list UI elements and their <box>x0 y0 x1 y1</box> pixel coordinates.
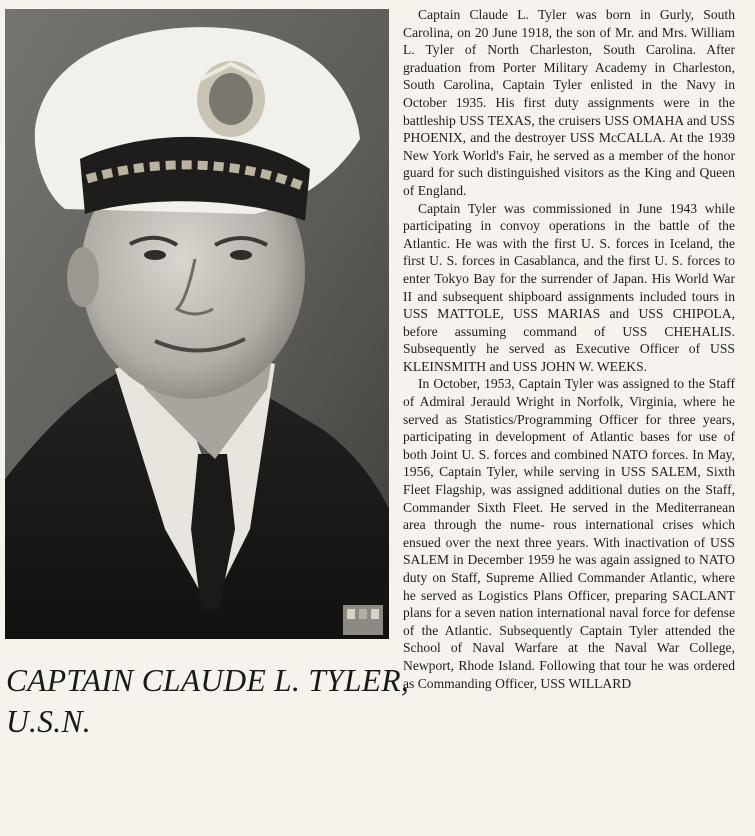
caption-rank: U.S.N. <box>6 704 91 739</box>
portrait-illustration <box>5 9 389 639</box>
biography-text <box>403 6 735 692</box>
portrait-caption <box>6 660 410 742</box>
caption-name: CAPTAIN CLAUDE L. TYLER, <box>6 663 410 698</box>
bio-paragraph: Captain Claude L. Tyler was born in Gurly, South Carolina, on 20 June 1918, the son of Mr. and Mrs. William L. Tyler of North Charleston, South Carolina. After graduation from Porter Military Academy in Charleston, South Carolina, Captain Tyler enlisted in the Navy in October 1935. His first duty assignments were in the battleship USS TEXAS, the cruisers USS OMAHA and USS PHOENIX, and the destroyer USS McCALLA. At the 1939 New York World's Fair, he served as a member of the honor guard for such distinguished visitors as the King and Queen of England. <box>403 7 735 198</box>
portrait-photo <box>5 9 389 639</box>
bio-paragraph: Captain Tyler was commissioned in June 1943 while participating in convoy operations in the battle of the Atlantic. He was with the first U. S. forces in Iceland, the first U. S. forces in Casablanca, and the first U. S. forces to enter Tokyo Bay for the surrender of Japan. His World War II and subsequent shipboard assignments included tours in USS MATTOLE, USS MARIAS and USS CHIPOLA, before assuming command of USS CHEHALIS. Subsequently he served as Executive Officer of USS KLEINSMITH and USS JOHN W. WEEKS. <box>403 200 735 374</box>
bio-paragraph: In October, 1953, Captain Tyler was assigned to the Staff of Admiral Jerauld Wright in Norfolk, Virginia, where he served as Statistics/Programming Officer for three years, participating in development of Atlantic bases for use of both Joint U. S. forces and combined NATO forces. In May, 1956, Captain Tyler, while serving in USS SALEM, Sixth Fleet Flagship, was assigned additional duties on the Staff, Commander Sixth Fleet. He served in the Mediterranean area through the nume- rous international crises which ensued over the next three years. With inactivation of USS SALEM in December 1959 he was again assigned to NATO duty on Staff, Supreme Allied Commander Atlantic, where he served as Logistics Plans Officer, preparing SACLANT plans for a seven nation international naval force for defense of the Atlantic. Subsequently Captain Tyler attended the School of Naval Warfare at the Naval War College, Newport, Rhode Island. Following that tour he was ordered as Commanding Officer, USS WILLARD <box>403 376 735 691</box>
